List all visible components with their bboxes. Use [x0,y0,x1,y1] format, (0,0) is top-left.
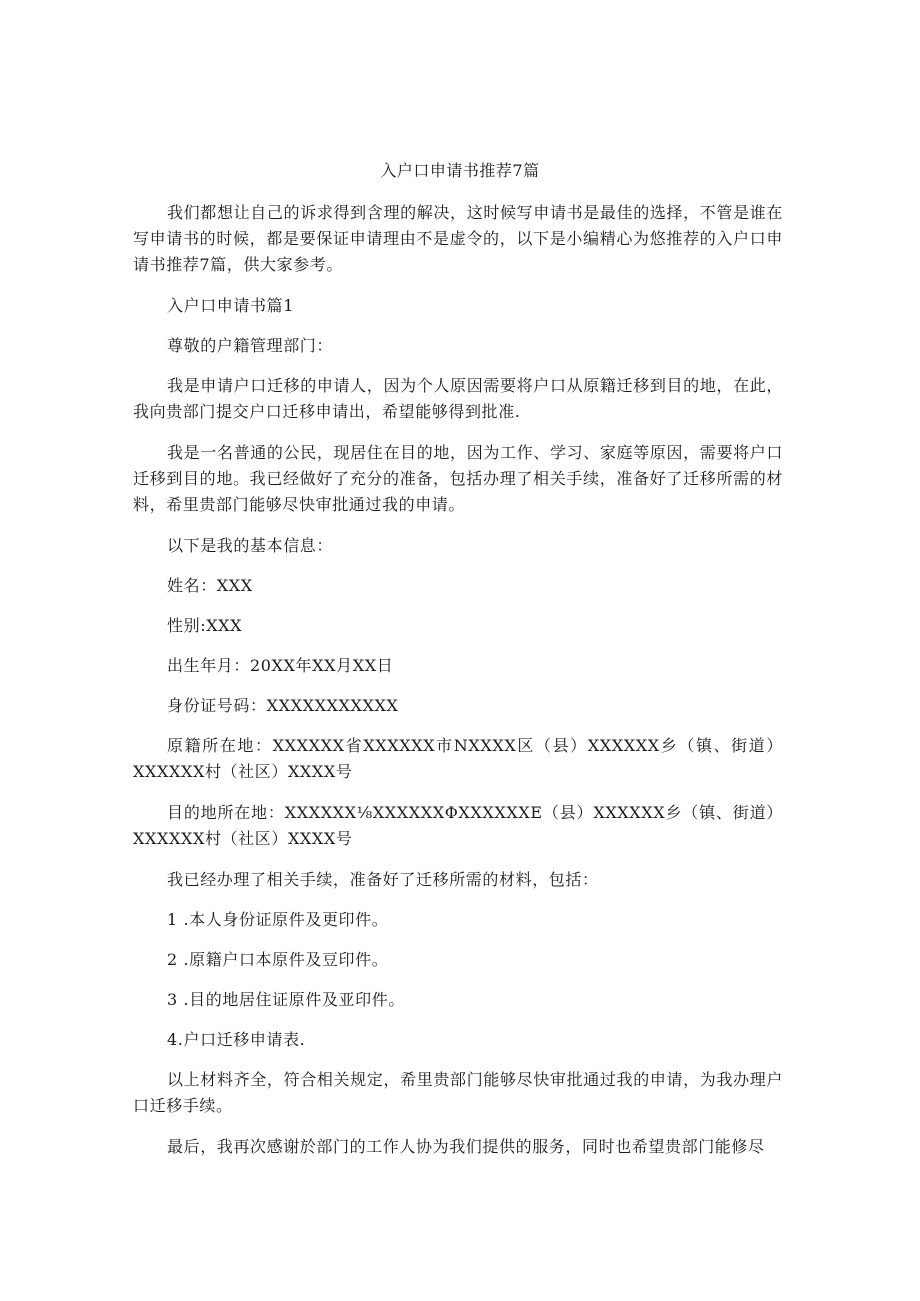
material-item-1: 1 .本人身份证原件及更印件。 [167,910,389,929]
material-item-3: 3 .目的地居住证原件及亚印件。 [167,990,405,1009]
materials-intro: 我已经办理了相关手续，准备好了迁移所需的材料，包括： [167,870,599,889]
paragraph-4: 最后，我再次感谢於部门的工作人协为我们提供的服务，同时也希望贵部门能修尽 [167,1137,765,1156]
intro-paragraph: 我们都想让自己的诉求得到含理的解决，这时候写申请书是最佳的选择，不管是谁在写申请书的时候，都是要保证申请理由不是虚令的，以下是小编精心为悠推荐的入户口申请书推荐7篇，供大家参考。 [133,203,783,274]
origin-address-line: 原籍所在地：XXXXXX省XXXXXX市NXXXX区（县）XXXXXX乡（镇、街道）XXXXXX村（社区）XXXX号 [133,736,783,781]
paragraph-1: 我是申请户口迁移的申请人，因为个人原因需要将户口从原籍迁移到目的地，在此，我向贵部门提交户口迁移申请出，希望能够得到批准. [133,376,783,421]
paragraph-3: 以上材料齐全，符合相关规定，希里贵部门能够尽快审批通过我的申请，为我办理户口迁移手续。 [133,1070,783,1115]
paragraph-2: 我是一名普通的公民，现居住在目的地，因为工作、学习、家庭等原因，需要将户口迁移到目的地。我已经做好了充分的准备，包括办理了相关手续，准备好了迁移所需的材料，希里贵部门能够尽快审批通过我的申请。 [133,443,783,514]
section-heading: 入户口申请书篇1 [167,296,294,315]
destination-address-line: 目的地所在地：XXXXXX⅛XXXXXXΦXXXXXXE（县）XXXXXX乡（镇、街道）XXXXXX村（社区）XXXX号 [133,803,783,848]
salutation: 尊敬的户籍管理部门： [167,336,334,355]
material-item-2: 2 .原籍户口本原件及豆印件。 [167,950,389,969]
gender-line: 性别:XXX [167,616,243,635]
id-number-line: 身份证号码：XXXXXXXXXXX [167,696,399,715]
basic-info-intro: 以下是我的基本信息： [167,536,334,555]
birth-line: 出生年月：20XX年XX月XX日 [167,656,394,675]
material-item-4: 4.户口迁移申请表. [167,1030,306,1049]
document-body [133,200,783,1175]
document-title: 入户口申请书推荐7篇 [380,161,540,180]
name-line: 姓名：XXX [167,576,253,595]
